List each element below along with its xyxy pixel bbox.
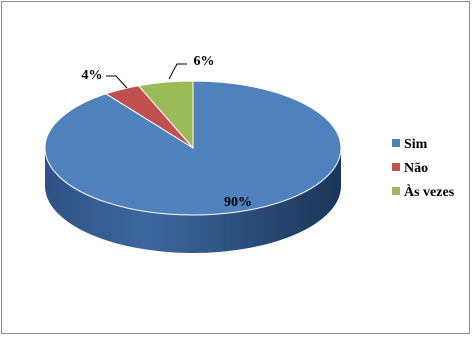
legend-swatch-1 [392, 163, 400, 171]
data-label-svezes: 6% [193, 54, 215, 69]
pie-slices [45, 81, 341, 215]
legend-swatch-2 [392, 187, 400, 195]
leader-line-1 [106, 76, 127, 88]
data-label-sim: 90% [224, 195, 252, 210]
legend-label-0: Sim [404, 137, 428, 152]
legend-label-1: Não [404, 161, 429, 176]
data-label-no: 4% [81, 68, 103, 83]
legend-swatch-0 [392, 139, 400, 147]
leader-line-2 [169, 64, 187, 79]
legend [392, 137, 455, 200]
legend-label-2: Às vezes [404, 185, 455, 200]
